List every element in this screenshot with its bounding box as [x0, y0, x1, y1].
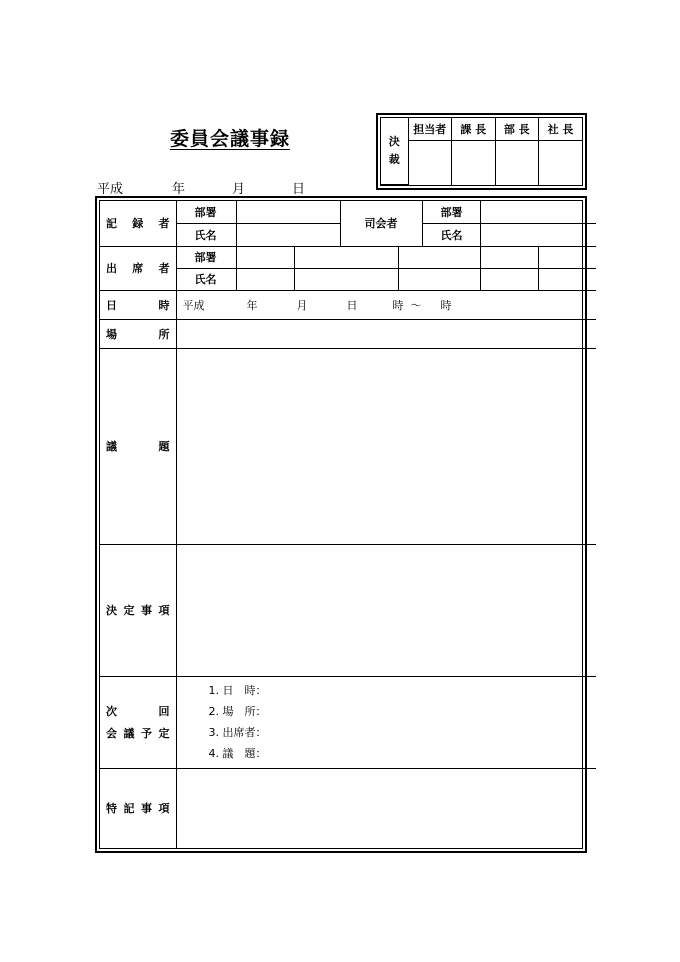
chair-dept-label: 部署	[422, 201, 480, 223]
attendees-name-label: 氏名	[176, 268, 236, 290]
attendee-dept-field[interactable]	[236, 246, 294, 268]
decision-label: 決 定 事 項	[100, 544, 176, 676]
attendee-name-field[interactable]	[398, 268, 480, 290]
approval-stamp-buchou[interactable]	[495, 140, 539, 185]
notes-label: 特 記 事 項	[100, 768, 176, 848]
chair-label: 司会者	[340, 201, 422, 246]
decision-field[interactable]	[176, 544, 596, 676]
recorder-name-label: 氏名	[176, 223, 236, 246]
approval-col-buchou: 部 長	[495, 118, 539, 140]
recorder-dept-label: 部署	[176, 201, 236, 223]
attendee-name-field[interactable]	[294, 268, 398, 290]
datetime-label: 日 時	[100, 290, 176, 319]
date-era: 平成	[97, 182, 124, 197]
next-meeting-field[interactable]	[176, 676, 596, 768]
datetime-year: 年	[246, 298, 258, 312]
datetime-field[interactable]	[176, 290, 596, 319]
datetime-month: 月	[296, 298, 308, 312]
approval-side-label-2: 裁	[388, 153, 400, 166]
approval-side-label-1: 決	[388, 135, 400, 148]
datetime-day: 日	[346, 298, 358, 312]
approval-col-shachou: 社 長	[539, 118, 583, 140]
approval-side-label	[381, 118, 408, 185]
next-item-datetime: 1. 日 時：	[208, 684, 267, 697]
attendee-dept-field[interactable]	[398, 246, 480, 268]
approval-stamp-tantousha[interactable]	[408, 140, 452, 185]
next-meeting-label: 次 回 会 議 予 定	[100, 676, 176, 768]
attendee-dept-field[interactable]	[538, 246, 596, 268]
attendee-name-field[interactable]	[538, 268, 596, 290]
place-field[interactable]	[176, 319, 596, 348]
attendees-label: 出 席 者	[100, 246, 176, 290]
agenda-field[interactable]	[176, 348, 596, 544]
next-item-agenda: 4. 議 題：	[208, 747, 267, 760]
approval-stamp-kachou[interactable]	[452, 140, 496, 185]
minutes-form	[95, 196, 587, 853]
date-day: 日	[292, 182, 306, 197]
date-year: 年	[172, 182, 186, 197]
recorder-name-field[interactable]	[236, 223, 340, 246]
attendees-dept-label: 部署	[176, 246, 236, 268]
approval-box	[376, 113, 587, 190]
approval-stamp-shachou[interactable]	[539, 140, 583, 185]
next-item-place: 2. 場 所：	[208, 705, 267, 718]
attendee-dept-field[interactable]	[294, 246, 398, 268]
attendee-dept-field[interactable]	[480, 246, 538, 268]
approval-col-kachou: 課 長	[452, 118, 496, 140]
datetime-hour: 時	[392, 298, 404, 312]
recorder-dept-field[interactable]	[236, 201, 340, 223]
document-title: 委員会議事録	[170, 128, 291, 150]
datetime-tilde: ～	[410, 298, 422, 312]
recorder-label: 記 録 者	[100, 201, 176, 246]
next-item-attendees: 3. 出席者：	[208, 726, 267, 739]
place-label: 場 所	[100, 319, 176, 348]
approval-col-tantousha: 担当者	[408, 118, 452, 140]
chair-dept-field[interactable]	[480, 201, 596, 223]
chair-name-label: 氏名	[422, 223, 480, 246]
chair-name-field[interactable]	[480, 223, 596, 246]
notes-field[interactable]	[176, 768, 596, 848]
datetime-era: 平成	[182, 298, 205, 312]
attendee-name-field[interactable]	[236, 268, 294, 290]
agenda-label: 議 題	[100, 348, 176, 544]
datetime-hour-end: 時	[440, 298, 452, 312]
attendee-name-field[interactable]	[480, 268, 538, 290]
date-month: 月	[232, 182, 246, 197]
